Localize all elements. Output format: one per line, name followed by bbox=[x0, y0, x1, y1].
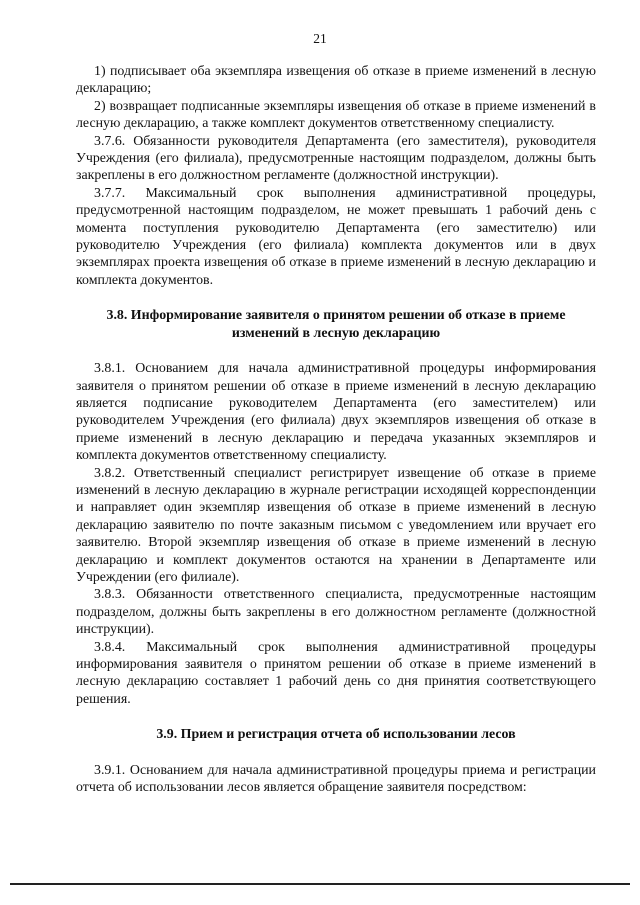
paragraph-3-8-2: 3.8.2. Ответственный специалист регистрирует извещение об отказе в приеме изменений в лесную декларацию в журнале регистрации исходящей корреспонденции и направляет один экземпляр извещения об отказе в приеме изменений в лесную декларацию заявителю по почте заказным письмом с уведомлением или вручает его заявителю. Второй экземпляр извещения об отказе в приеме изменений в лесную декларацию и комплект документов остаются на хранении в Департаменте или Учреждении (его филиале). bbox=[76, 465, 596, 585]
paragraph-3-7-7: 3.7.7. Максимальный срок выполнения административной процедуры, предусмотренной настоящим подразделом, не может превышать 1 рабочий день с момента поступления руководителю Департамента (его заместителю) или руководителю Учреждения (его филиала) комплекта документов или в двух экземплярах проекта извещения об отказе в приеме изменений в лесную декларацию и комплекта документов. bbox=[76, 185, 596, 288]
paragraph-3-8-4: 3.8.4. Максимальный срок выполнения административной процедуры информирования заявителя о принятом решении об отказе в приеме изменений в лесную декларацию составляет 1 рабочий день со дня принятия соответствующего решения. bbox=[76, 639, 596, 707]
document-body bbox=[76, 63, 596, 796]
bottom-rule bbox=[10, 883, 630, 885]
paragraph-3-9-1: 3.9.1. Основанием для начала административной процедуры приема и регистрации отчета об использовании лесов является обращение заявителя посредством: bbox=[76, 762, 596, 796]
list-item-2: 2) возвращает подписанные экземпляры извещения об отказе в приеме изменений в лесную декларацию, а также комплект документов ответственному специалисту. bbox=[76, 98, 596, 132]
paragraph-3-8-1: 3.8.1. Основанием для начала административной процедуры информирования заявителя о принятом решении об отказе в приеме изменений в лесную декларацию является подписание руководителем Департамента (его заместителем) или руководителем Учреждения (его филиала) двух экземпляров извещения об отказе в приеме изменений в лесную декларацию и передача указанных экземпляров и комплекта документов ответственному специалисту. bbox=[76, 361, 596, 464]
list-item-1: 1) подписывает оба экземпляра извещения об отказе в приеме изменений в лесную декларацию; bbox=[76, 64, 596, 97]
paragraph-3-8-3: 3.8.3. Обязанности ответственного специалиста, предусмотренные настоящим подразделом, должны быть закреплены в его должностном регламенте (должностной инструкции). bbox=[76, 587, 596, 638]
paragraph-3-7-6: 3.7.6. Обязанности руководителя Департамента (его заместителя), руководителя Учреждения (его филиала), предусмотренные настоящим подразделом, должны быть закреплены в его должностном регламенте (должностной инструкции). bbox=[76, 133, 596, 184]
section-heading-3-8: 3.8. Информирование заявителя о принятом решении об отказе в приеме изменений в лесную декларацию bbox=[106, 308, 566, 341]
section-heading-3-9: 3.9. Прием и регистрация отчета об использовании лесов bbox=[156, 727, 516, 743]
page-number: 21 bbox=[313, 31, 327, 46]
